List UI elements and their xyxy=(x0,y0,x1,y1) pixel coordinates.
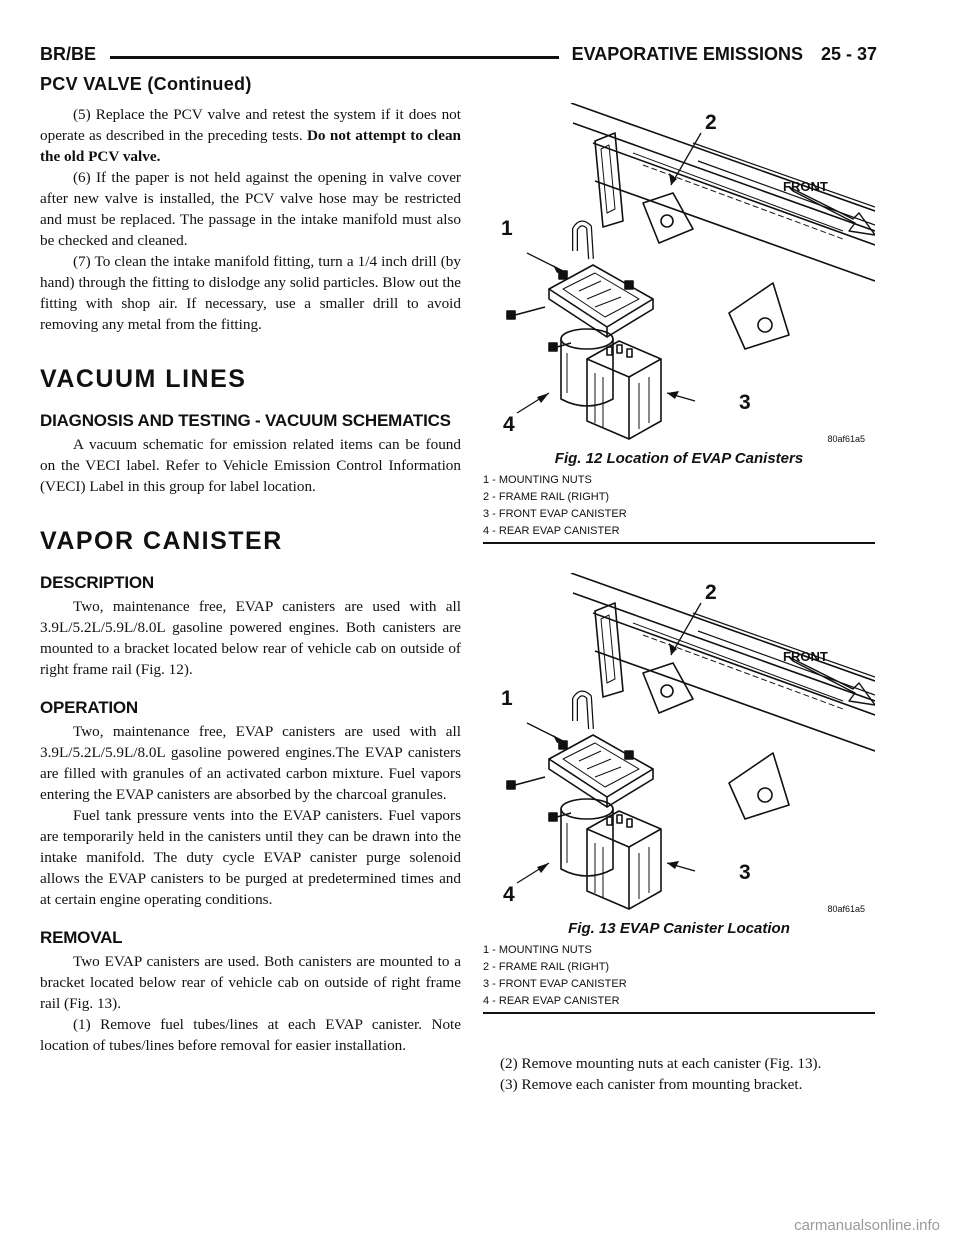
figure-13-illustration xyxy=(483,573,875,918)
heading-description: DESCRIPTION xyxy=(40,573,154,592)
legend-item: 4 - REAR EVAP CANISTER xyxy=(483,995,620,1007)
page-header xyxy=(40,44,877,74)
heading-removal: REMOVAL xyxy=(40,928,123,947)
step-5-warning: Do not attempt to clean the old PCV valve. xyxy=(40,127,461,165)
figure-code: 80af61a5 xyxy=(827,904,865,914)
running-head: PCV VALVE (Continued) xyxy=(40,74,252,94)
callout-1: 1 xyxy=(501,687,513,710)
paragraph-removal-step-3: (3) Remove each canister from mounting bracket. xyxy=(500,1076,803,1093)
step-5-text: (5) Replace the PCV valve and retest the system if it does not operate as described in the preceding tests. xyxy=(40,106,461,144)
callout-2: 2 xyxy=(705,581,717,604)
paragraph-operation-2: Fuel tank pressure vents into the EVAP canisters. Fuel vapors are temporarily held in the canisters until they can be drawn into the intake manifold. The duty cycle EVAP canister purge solenoid allows the EVAP canisters to be purged at predetermined times and at certain engine operating conditions. xyxy=(40,807,461,908)
paragraph-removal: Two EVAP canisters are used. Both canisters are mounted to a bracket located below rear of vehicle cab on outside of right frame rail (Fig. 13). xyxy=(40,953,461,1012)
header-title-block xyxy=(572,44,877,65)
legend-item: 4 - REAR EVAP CANISTER xyxy=(483,525,620,537)
legend-item: 2 - FRAME RAIL (RIGHT) xyxy=(483,961,610,973)
left-column xyxy=(40,104,461,1056)
figure-13-legend xyxy=(483,942,875,1010)
callout-1: 1 xyxy=(501,217,513,240)
callout-3: 3 xyxy=(739,861,751,884)
paragraph-step-7: (7) To clean the intake manifold fitting, turn a 1/4 inch drill (by hand) through the fitting to dislodge any solid particles. Blow out the fitting with shop air. If necessary, use a smaller drill to avoid removing any metal from the fitting. xyxy=(40,253,461,333)
evap-canister-diagram xyxy=(483,573,875,918)
legend-item: 3 - FRONT EVAP CANISTER xyxy=(483,978,627,990)
figure-code: 80af61a5 xyxy=(827,434,865,444)
callout-4: 4 xyxy=(503,413,515,436)
figure-13 xyxy=(483,573,875,1014)
heading-diagnosis: DIAGNOSIS AND TESTING - VACUUM SCHEMATICS xyxy=(40,411,451,430)
paragraph-operation-1: Two, maintenance free, EVAP canisters are used with all 3.9L/5.2L/5.9L/8.0L gasoline powered engines.The EVAP canisters are filled with granules of an activated carbon mixture. Fuel vapors entering the EVAP canisters are absorbed by the charcoal granules. xyxy=(40,723,461,803)
figure-12 xyxy=(483,103,875,544)
legend-item: 3 - FRONT EVAP CANISTER xyxy=(483,508,627,520)
figure-12-illustration xyxy=(483,103,875,448)
heading-vapor-canister: VAPOR CANISTER xyxy=(40,527,283,555)
section-title: EVAPORATIVE EMISSIONS xyxy=(571,44,803,64)
figure-12-caption: Fig. 12 Location of EVAP Canisters xyxy=(554,450,804,467)
paragraph-diagnosis: A vacuum schematic for emission related items can be found on the VECI label. Refer to Vehicle Emission Control Information (VECI) Label in this group for label location. xyxy=(40,436,461,495)
legend-item: 1 - MOUNTING NUTS xyxy=(483,944,592,956)
paragraph-removal-step-1: (1) Remove fuel tubes/lines at each EVAP canister. Note location of tubes/lines before removal for easier installation. xyxy=(40,1016,461,1054)
figure-12-legend xyxy=(483,472,875,540)
paragraph-step-5 xyxy=(40,104,461,167)
legend-item: 2 - FRAME RAIL (RIGHT) xyxy=(483,491,610,503)
header-rule xyxy=(110,56,559,59)
figure-rule xyxy=(483,1012,875,1014)
right-column xyxy=(467,1053,875,1095)
paragraph-step-6: (6) If the paper is not held against the opening in valve cover after new valve is installed, the PCV valve hose may be restricted and must be replaced. The passage in the intake manifold must also be checked and cleaned. xyxy=(40,169,461,249)
watermark: carmanualsonline.info xyxy=(794,1217,940,1234)
legend-item: 1 - MOUNTING NUTS xyxy=(483,474,592,486)
callout-4: 4 xyxy=(503,883,515,906)
evap-canister-diagram xyxy=(483,103,875,448)
heading-vacuum-lines: VACUUM LINES xyxy=(40,365,247,393)
model-code: BR/BE xyxy=(40,44,97,64)
figure-rule xyxy=(483,542,875,544)
front-label: FRONT xyxy=(783,649,828,664)
front-label: FRONT xyxy=(783,179,828,194)
callout-3: 3 xyxy=(739,391,751,414)
paragraph-description: Two, maintenance free, EVAP canisters are used with all 3.9L/5.2L/5.9L/8.0L gasoline powered engines. Both canisters are mounted to a bracket located below rear of vehicle cab on outside of right frame rail (Fig. 12). xyxy=(40,598,461,678)
paragraph-removal-step-2: (2) Remove mounting nuts at each canister (Fig. 13). xyxy=(500,1055,822,1072)
page-number: 25 - 37 xyxy=(820,44,877,64)
heading-operation: OPERATION xyxy=(40,698,139,717)
figure-13-caption: Fig. 13 EVAP Canister Location xyxy=(568,920,790,937)
callout-2: 2 xyxy=(705,111,717,134)
